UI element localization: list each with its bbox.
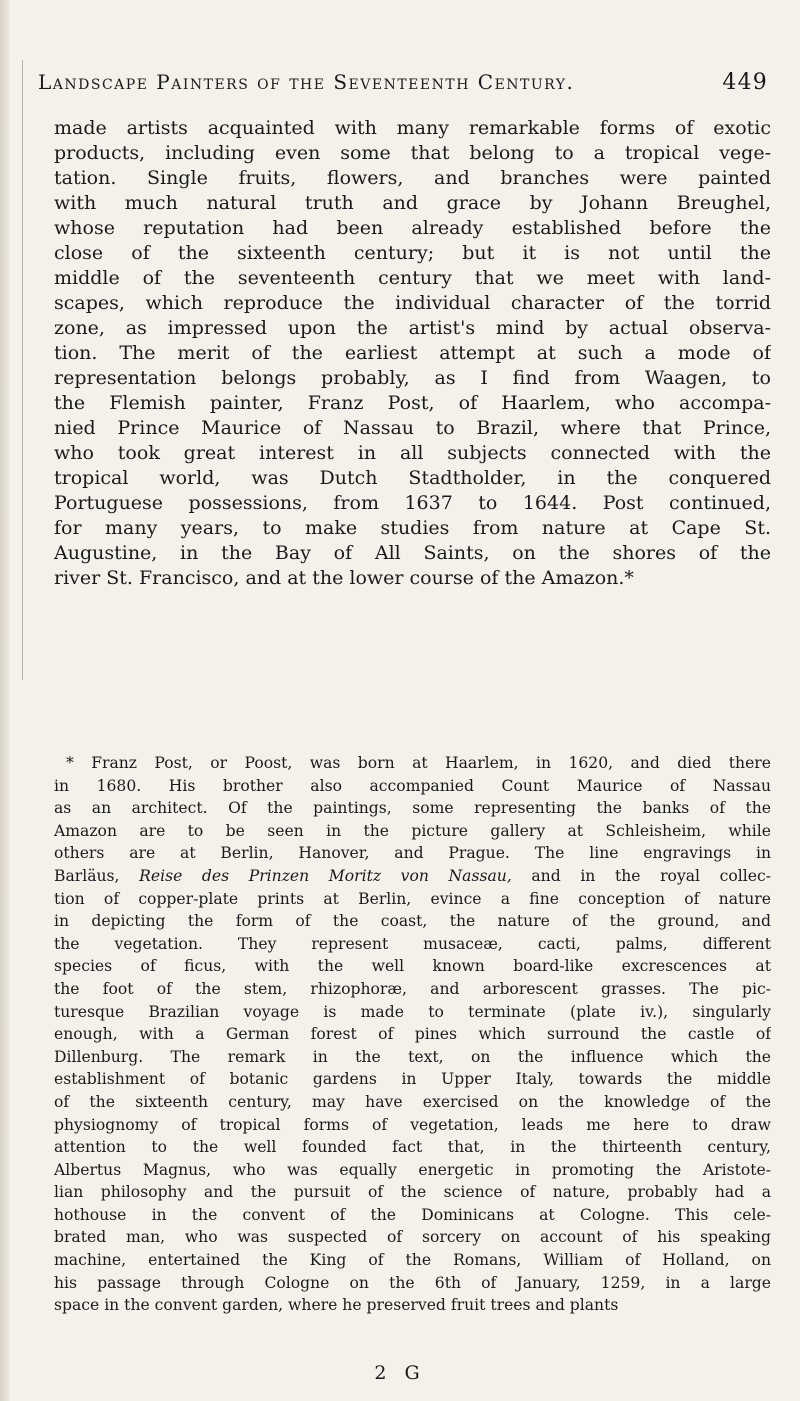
footnote-line: species of ficus, with the well known board-like excrescences at [54,957,771,976]
footnote-line: of the sixteenth century, may have exercised on the knowledge of the [54,1092,771,1111]
footnote-line: the vegetation. They represent musaceæ, cacti, palms, different [54,934,771,953]
text-line: made artists acquainted with many remarkable forms of exotic [54,117,771,139]
gutter-line [22,60,23,680]
footnote-line: tion of copper-plate prints at Berlin, evince a fine conception of nature [54,889,771,908]
footnote-line: machine, entertained the King of the Romans, William of Holland, on [54,1251,771,1270]
footnote-fragment: and in the royal collec- [511,866,771,885]
text-line: tropical world, was Dutch Stadtholder, in the conquered [54,467,771,489]
footnote-line: brated man, who was suspected of sorcery on account of his speaking [54,1228,771,1247]
footnote-fragment: Barläus, [54,866,140,885]
footnote-line: establishment of botanic gardens in Upper Italy, towards the middle [54,1070,771,1089]
page-number: 449 [722,70,768,95]
text-line: close of the sixteenth century; but it is not until the [54,242,771,264]
text-line: products, including even some that belong to a tropical vege- [54,142,771,164]
page-edge [0,0,10,1401]
footnote-line: in 1680. His brother also accompanied Count Maurice of Nassau [54,776,771,795]
footnote-line: in depicting the form of the coast, the nature of the ground, and [54,912,771,931]
footnote-line: space in the convent garden, where he preserved fruit trees and plants [54,1296,619,1315]
footnote-line: turesque Brazilian voyage is made to terminate (plate iv.), singularly [54,1002,771,1021]
text-line: Portuguese possessions, from 1637 to 1644. Post continued, [54,492,771,514]
book-title: Reise des Prinzen Moritz von Nassau, [139,866,512,885]
footnote-line: physiognomy of tropical forms of vegetation, leads me here to draw [54,1115,771,1134]
footnote-line: hothouse in the convent of the Dominicans at Cologne. This cele- [54,1205,771,1224]
text-line: tation. Single fruits, flowers, and branches were painted [54,167,771,189]
text-line: zone, as impressed upon the artist's mind by actual observa- [54,317,771,339]
footnote-line: * Franz Post, or Poost, was born at Haarlem, in 1620, and died there [66,754,771,772]
text-line: nied Prince Maurice of Nassau to Brazil, where that Prince, [54,417,771,439]
footnote-line: attention to the well founded fact that, in the thirteenth century, [54,1138,771,1157]
text-line: river St. Francisco, and at the lower course of the Amazon.* [54,567,634,589]
text-line: whose reputation had been already established before the [54,217,771,239]
main-text [54,116,771,591]
text-line: with much natural truth and grace by Johann Breughel, [54,192,771,214]
footnote-line: his passage through Cologne on the 6th of January, 1259, in a large [54,1273,771,1292]
text-line: Augustine, in the Bay of All Saints, on the shores of the [54,542,771,564]
text-line: who took great interest in all subjects connected with the [54,442,771,464]
text-line: for many years, to make studies from nature at Cape St. [54,517,771,539]
footnote-line: as an architect. Of the paintings, some representing the banks of the [54,799,771,818]
footnote-line: Dillenburg. The remark in the text, on the influence which the [54,1047,771,1066]
text-line: representation belongs probably, as I find from Waagen, to [54,367,771,389]
footnote-line-mixed [54,865,771,888]
text-line: middle of the seventeenth century that we meet with land- [54,267,771,289]
footnote [54,752,771,1317]
footnote-line: Amazon are to be seen in the picture gallery at Schleisheim, while [54,821,771,840]
running-head-title: Landscape Painters of the Seventeenth Century. [38,70,575,94]
text-line: scapes, which reproduce the individual character of the torrid [54,292,771,314]
footnote-line: Albertus Magnus, who was equally energetic in promoting the Aristote- [54,1160,771,1179]
footnote-line: the foot of the stem, rhizophoræ, and arborescent grasses. The pic- [54,979,771,998]
footnote-line: enough, with a German forest of pines which surround the castle of [54,1025,771,1044]
running-head [38,70,768,95]
signature-mark: 2 G [374,1362,426,1384]
text-line: the Flemish painter, Franz Post, of Haarlem, who accompa- [54,392,771,414]
text-line: tion. The merit of the earliest attempt at such a mode of [54,342,771,364]
footnote-line: others are at Berlin, Hanover, and Prague. The line engravings in [54,844,771,863]
footnote-line: lian philosophy and the pursuit of the science of nature, probably had a [54,1183,771,1202]
